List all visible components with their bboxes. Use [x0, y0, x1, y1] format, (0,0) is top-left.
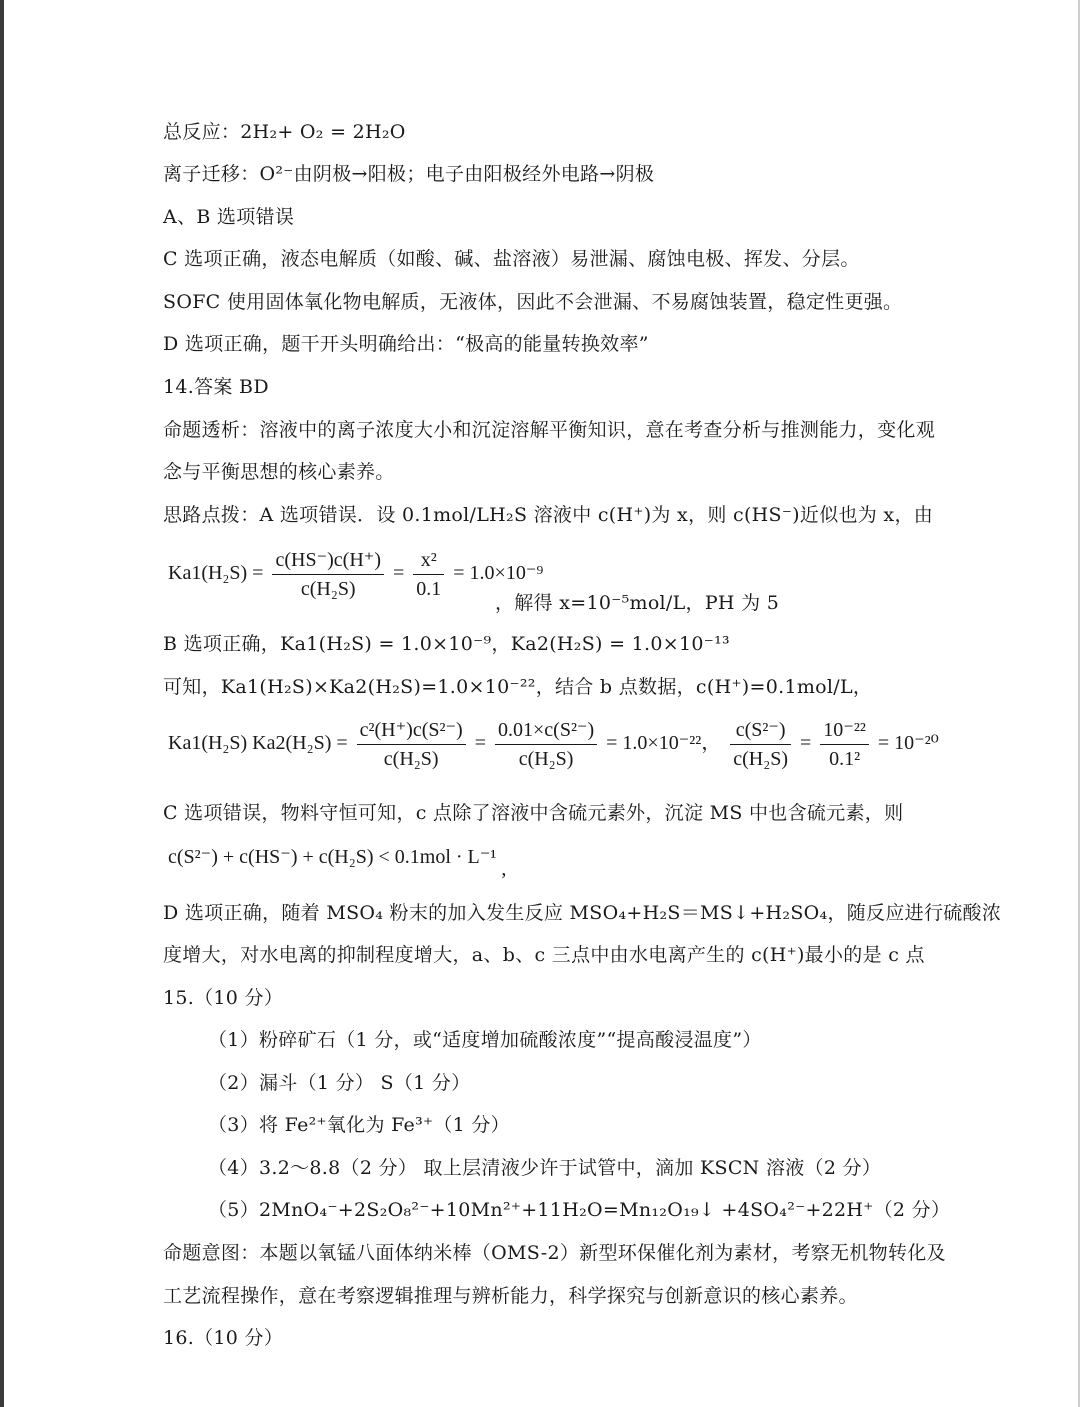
- text-line: 总反应：2H₂+ O₂ = 2H₂O: [163, 121, 406, 143]
- formula-ka1-ka2: Ka1(H₂S) Ka2(H₂S) = $\frac{\text{c²(H⁺)c(S²⁻)}}{\text{c(H₂S)}}$ = $\frac{\text{0.01×c(S²⁻)}}{\text{c(H₂S)}}$ = 1.0×10⁻²²， $\frac{\text{c(S²⁻)}}{\text{c(H₂S)}}$ = $\frac{\text{10⁻²²}}{\text{0.1²}}$ = 10⁻²⁰: [168, 719, 939, 770]
- text-line: 可知，Ka1(H₂S)×Ka2(H₂S)=1.0×10⁻²²，结合 b 点数据，c(H⁺)=0.1mol/L，: [163, 676, 873, 698]
- formula-ka1: Ka1(H₂S) = $\frac{c(HS^-)c(H^+)}{\text{c(H₂S)}}$ = $\frac{\text{x²}}{0.1}$ = 1.0×10⁻⁹: [168, 549, 544, 600]
- fraction: $\frac{\text{c(S²⁻)}}{\text{c(H₂S)}}$: [730, 718, 791, 771]
- answer-item: （1）粉碎矿石（1 分，或“适度增加硫酸浓度”“提高酸浸温度”）: [208, 1029, 762, 1051]
- text-line: C 选项错误，物料守恒可知，c 点除了溶液中含硫元素外，沉淀 MS 中也含硫元素，则: [163, 802, 904, 824]
- question-14-answer: 14.答案 BD: [163, 376, 269, 398]
- question-15-heading: 15.（10 分）: [163, 987, 284, 1009]
- question-16-heading: 16.（10 分）: [163, 1327, 284, 1349]
- text-line: 离子迁移：O²⁻由阴极→阳极；电子由阳极经外电路→阴极: [163, 163, 655, 185]
- text-line: C 选项正确，液态电解质（如酸、碱、盐溶液）易泄漏、腐蚀电极、挥发、分层。: [163, 248, 860, 270]
- answer-item: （5）2MnO₄⁻+2S₂O₈²⁻+10Mn²⁺+11H₂O=Mn₁₂O₁₉↓ +4SO₄²⁻+22H⁺（2 分）: [208, 1199, 951, 1221]
- formula-lhs: Ka1(H₂S) =: [168, 562, 264, 585]
- formula-sulfur-balance: c(S²⁻) + c(HS⁻) + c(H₂S) < 0.1mol · L⁻¹ ,: [168, 846, 507, 880]
- text-line: SOFC 使用固体氧化物电解质，无液体，因此不会泄漏、不易腐蚀装置，稳定性更强。: [163, 291, 903, 313]
- text-line: D 选项正确，题干开头明确给出：“极高的能量转换效率”: [163, 333, 649, 355]
- answer-item: （3）将 Fe²⁺氧化为 Fe³⁺（1 分）: [208, 1114, 510, 1136]
- text-line: A、B 选项错误: [163, 206, 295, 228]
- text-line: 度增大，对水电离的抑制程度增大，a、b、c 三点中由水电离产生的 c(H⁺)最小的是 c 点: [163, 944, 925, 966]
- fraction: $\frac{\text{x²}}{0.1}$: [413, 548, 444, 601]
- text-line: ，解得 x=10⁻⁵mol/L，PH 为 5: [495, 592, 780, 614]
- fraction: $\frac{\text{10⁻²²}}{\text{0.1²}}$: [820, 718, 869, 771]
- scan-left-edge: [0, 0, 4, 1407]
- text-line: 命题意图：本题以氧锰八面体纳米棒（OMS-2）新型环保催化剂为素材，考察无机物转化及: [163, 1242, 946, 1264]
- text-line: 命题透析：溶液中的离子浓度大小和沉淀溶解平衡知识，意在考查分析与推测能力，变化观: [163, 419, 936, 441]
- text-line: D 选项正确，随着 MSO₄ 粉末的加入发生反应 MSO₄+H₂S＝MS↓+H₂SO₄，随反应进行硫酸浓: [163, 902, 1002, 924]
- text-line: B 选项正确，Ka1(H₂S) = 1.0×10⁻⁹，Ka2(H₂S) = 1.0×10⁻¹³: [163, 633, 730, 655]
- text-line: 思路点拨：A 选项错误．设 0.1mol/LH₂S 溶液中 c(H⁺)为 x，则 c(HS⁻)近似也为 x，由: [163, 504, 934, 526]
- fraction: $\frac{\text{0.01×c(S²⁻)}}{\text{c(H₂S)}}$: [495, 718, 597, 771]
- text-line: 工艺流程操作，意在考察逻辑推理与辨析能力，科学探究与创新意识的核心素养。: [163, 1285, 858, 1307]
- answer-item: （4）3.2～8.8（2 分） 取上层清液少许于试管中，滴加 KSCN 溶液（2 分）: [208, 1157, 882, 1179]
- fraction: $\frac{\text{c²(H⁺)c(S²⁻)}}{\text{c(H₂S)}}$: [357, 718, 466, 771]
- text-line: 念与平衡思想的核心素养。: [163, 461, 395, 483]
- answer-item: （2）漏斗（1 分） S（1 分）: [208, 1072, 471, 1094]
- fraction: $\frac{c(HS^-)c(H^+)}{\text{c(H₂S)}}$: [272, 548, 384, 601]
